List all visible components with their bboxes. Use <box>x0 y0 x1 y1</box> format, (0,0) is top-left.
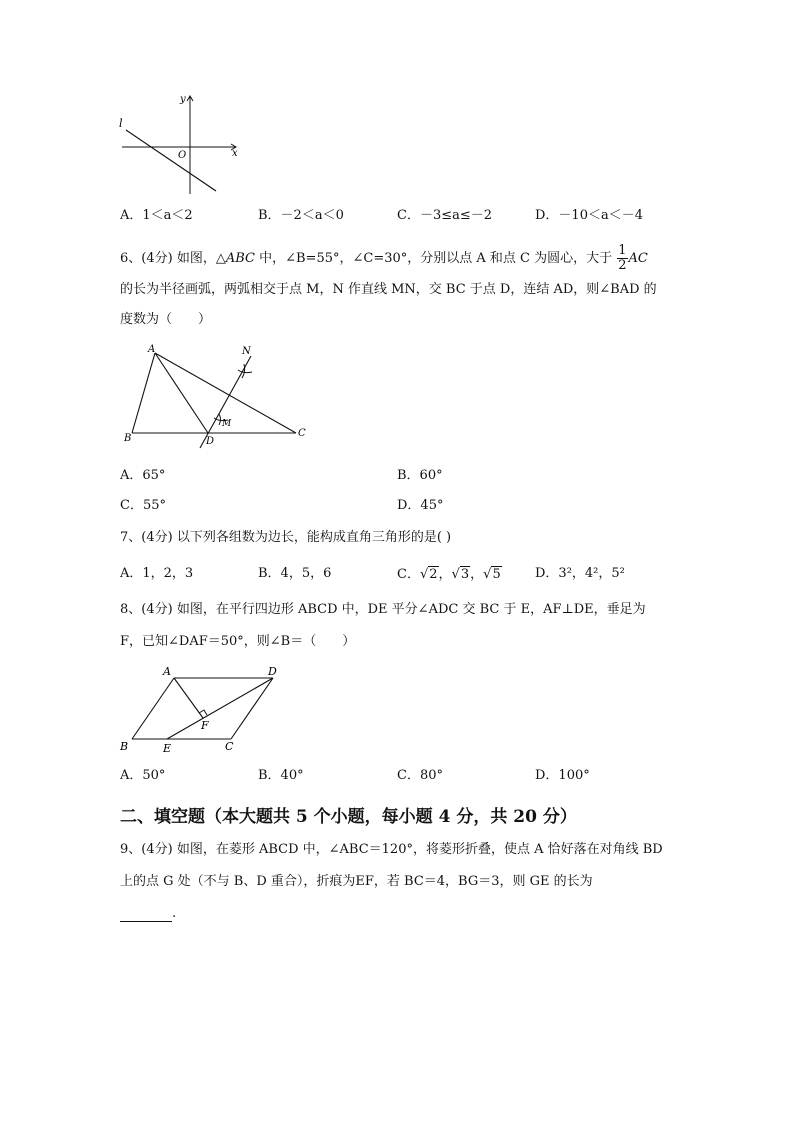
q6-stem-line2: 的长为半径画弧，两弧相交于点 M，N 作直线 MN，交 BC 于点 D，连结 AD，则∠BAD 的 <box>120 282 657 297</box>
q6-label-d: D <box>206 436 215 447</box>
q8-side-ab <box>132 678 174 739</box>
q5-y-label: y <box>180 94 186 105</box>
q5-option-a: A．1＜a＜2 <box>120 208 193 223</box>
q8-segment-de <box>167 678 273 739</box>
q9-answer-line <box>120 906 176 922</box>
q5-line-l <box>126 130 216 191</box>
q5-option-c: C．－3≤a≤－2 <box>397 208 493 223</box>
q7-option-c-prefix: C． <box>397 567 420 582</box>
q7-option-c <box>397 566 502 583</box>
q6-segment-ad <box>155 353 208 433</box>
q8-label-f: F <box>201 719 209 732</box>
q8-label-b: B <box>120 740 129 753</box>
q9-stem-line2: 上的点 G 处（不与 B、D 重合），折痕为EF，若 BC＝4，BG＝3，则 GE 的长为 <box>120 874 593 889</box>
q7-radicand-1: 2 <box>429 567 438 582</box>
q6-line-mn <box>200 356 251 448</box>
q8-stem-line1: 8、(4分) 如图，在平行四边形 ABCD 中，DE 平分∠ADC 交 BC 于 E，AF⊥DE，垂足为 <box>120 602 646 617</box>
q7-radical-2: √3 <box>451 567 470 582</box>
q8-stem-line2: F，已知∠DAF＝50°，则∠B＝（ ） <box>120 634 356 649</box>
q6-figure <box>118 340 318 452</box>
q6-fraction <box>617 244 627 273</box>
q5-origin-label: O <box>178 150 187 161</box>
q6-option-d: D．45° <box>397 498 444 513</box>
q6-option-b: B．60° <box>397 468 443 483</box>
q8-label-e: E <box>163 742 172 755</box>
q7-option-b: B．4，5，6 <box>258 566 332 581</box>
q7-radical-3: √5 <box>483 567 501 582</box>
q6-label-c: C <box>298 428 306 439</box>
q6-option-a: A．65° <box>120 468 166 483</box>
q6-stem-line3: 度数为（ ） <box>120 312 212 327</box>
q6-stem-line1 <box>120 244 648 273</box>
q8-label-a: A <box>163 665 171 678</box>
q7-radical-1: √2 <box>419 567 438 582</box>
q7-sep-2: ， <box>470 567 484 582</box>
q7-sep-1: ， <box>438 567 452 582</box>
q8-segment-af <box>174 678 203 718</box>
q8-label-d: D <box>268 665 277 678</box>
q6-frac-den: 2 <box>618 258 627 273</box>
q5-option-b: B．－2＜a＜0 <box>258 208 344 223</box>
q8-label-c: C <box>225 740 234 753</box>
q6-stem-pre: 6、(4分) 如图， <box>120 251 216 266</box>
q5-line-label: l <box>119 117 123 130</box>
q9-answer-blank[interactable] <box>120 907 172 922</box>
q8-option-c: C．80° <box>397 768 443 783</box>
section-2-title: 二、填空题（本大题共 5 个小题，每小题 4 分，共 20 分） <box>120 807 577 827</box>
q6-label-a: A <box>148 344 156 355</box>
q8-side-dc <box>231 678 273 739</box>
q6-frac-num: 1 <box>618 243 627 258</box>
q8-option-a: A．50° <box>120 768 166 783</box>
q5-figure <box>116 90 246 200</box>
q8-option-b: B．40° <box>258 768 304 783</box>
q6-triangle: △ABC <box>215 251 255 266</box>
q6-arc-m2 <box>219 414 221 425</box>
q6-label-m: M <box>222 419 232 429</box>
q7-stem: 7、(4分) 以下列各组数为边长，能构成直角三角形的是( ) <box>120 530 452 545</box>
q5-option-d: D．－10＜a＜－4 <box>535 208 643 223</box>
q6-label-n: N <box>242 346 251 357</box>
q6-label-b: B <box>124 433 132 444</box>
q8-option-d: D．100° <box>535 768 590 783</box>
q6-side-ab <box>132 353 155 433</box>
q7-option-d: D．3²，4²，5² <box>535 566 625 581</box>
q7-radicand-3: 5 <box>492 567 501 582</box>
q7-option-a: A．1，2，3 <box>120 566 194 581</box>
q6-stem-mid: 中，∠B=55°，∠C=30°，分别以点 A 和点 C 为圆心，大于 <box>254 251 613 266</box>
q6-option-c: C．55° <box>120 498 166 513</box>
q7-radicand-2: 3 <box>460 567 470 582</box>
q6-stem-post: AC <box>628 251 648 266</box>
q9-end: . <box>172 906 177 921</box>
q9-stem-line1: 9、(4分) 如图，在菱形 ABCD 中，∠ABC＝120°，将菱形折叠，使点 A 恰好落在对角线 BD <box>120 842 663 857</box>
q8-figure <box>116 660 286 756</box>
q5-x-label: x <box>232 148 238 159</box>
